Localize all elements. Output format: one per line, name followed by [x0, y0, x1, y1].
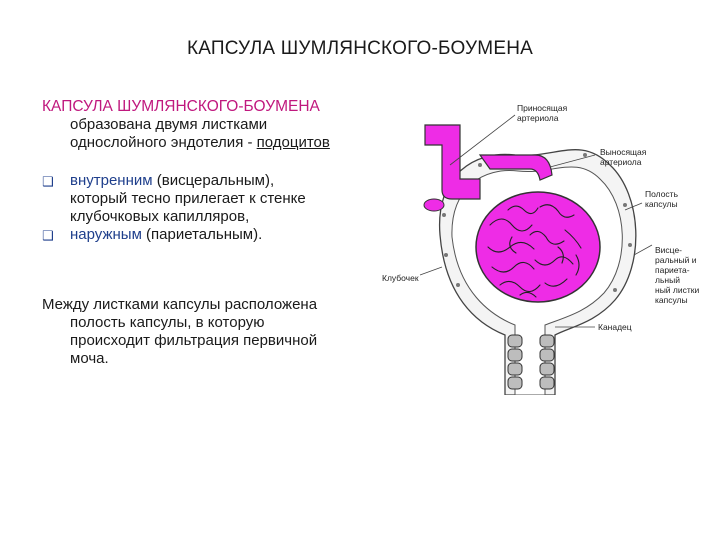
paragraph-line: Между листками капсулы расположена — [42, 296, 318, 313]
label-tubule: Канадец — [598, 322, 632, 332]
term-outer-rest: (париетальным). — [141, 226, 263, 243]
label-afferent-2: артериола — [517, 113, 559, 123]
checkbox-bullet-icon: ❑ — [42, 228, 54, 243]
layer-list — [42, 172, 392, 244]
bullet-line: который тесно прилегает к стенке — [70, 190, 306, 207]
term-inner-rest: (висцеральным), — [152, 172, 275, 189]
definition-line-2-text: однослойного эндотелия - — [70, 134, 257, 151]
label-layers-4: льный — [655, 275, 680, 285]
definition-line-2 — [70, 134, 392, 152]
label-layers-1: Висце- — [655, 245, 682, 255]
definition-line-1: образована двумя листками — [70, 116, 268, 133]
list-item — [42, 226, 392, 244]
slide-title: КАПСУЛА ШУМЛЯНСКОГО-БОУМЕНА — [186, 38, 534, 59]
label-afferent-1: Приносящая — [517, 103, 568, 113]
label-efferent-1: Выносящая — [600, 147, 647, 157]
label-cavity-1: Полость — [645, 189, 679, 199]
capsule-heading: КАПСУЛА ШУМЛЯНСКОГО-БОУМЕНА — [42, 98, 320, 115]
glomerulus — [476, 192, 600, 302]
afferent-opening — [424, 199, 444, 211]
checkbox-bullet-icon: ❑ — [42, 174, 54, 189]
label-layers-2: ральный и — [655, 255, 697, 265]
label-layers-5: ный листки — [655, 285, 700, 295]
list-item — [42, 172, 392, 226]
label-layers-3: париета- — [655, 265, 690, 275]
label-efferent-2: артериола — [600, 157, 642, 167]
paragraph-line: происходит фильтрация первичной — [70, 332, 318, 349]
bowman-capsule-diagram — [380, 95, 710, 395]
label-glomerulus: Клубочек — [382, 273, 419, 283]
paragraph-line: моча. — [70, 350, 109, 367]
term-outer: наружным — [70, 226, 142, 243]
podocytes-link[interactable]: подоцитов — [256, 134, 330, 151]
term-inner: внутренним — [70, 172, 153, 189]
label-cavity-2: капсулы — [645, 199, 678, 209]
bullet-line: клубочковых капилляров, — [70, 208, 250, 225]
paragraph-line: полость капсулы, в которую — [70, 314, 265, 331]
cavity-paragraph — [42, 296, 392, 368]
text-content — [42, 98, 392, 368]
definition — [42, 116, 392, 152]
label-layers-6: капсулы — [655, 295, 688, 305]
